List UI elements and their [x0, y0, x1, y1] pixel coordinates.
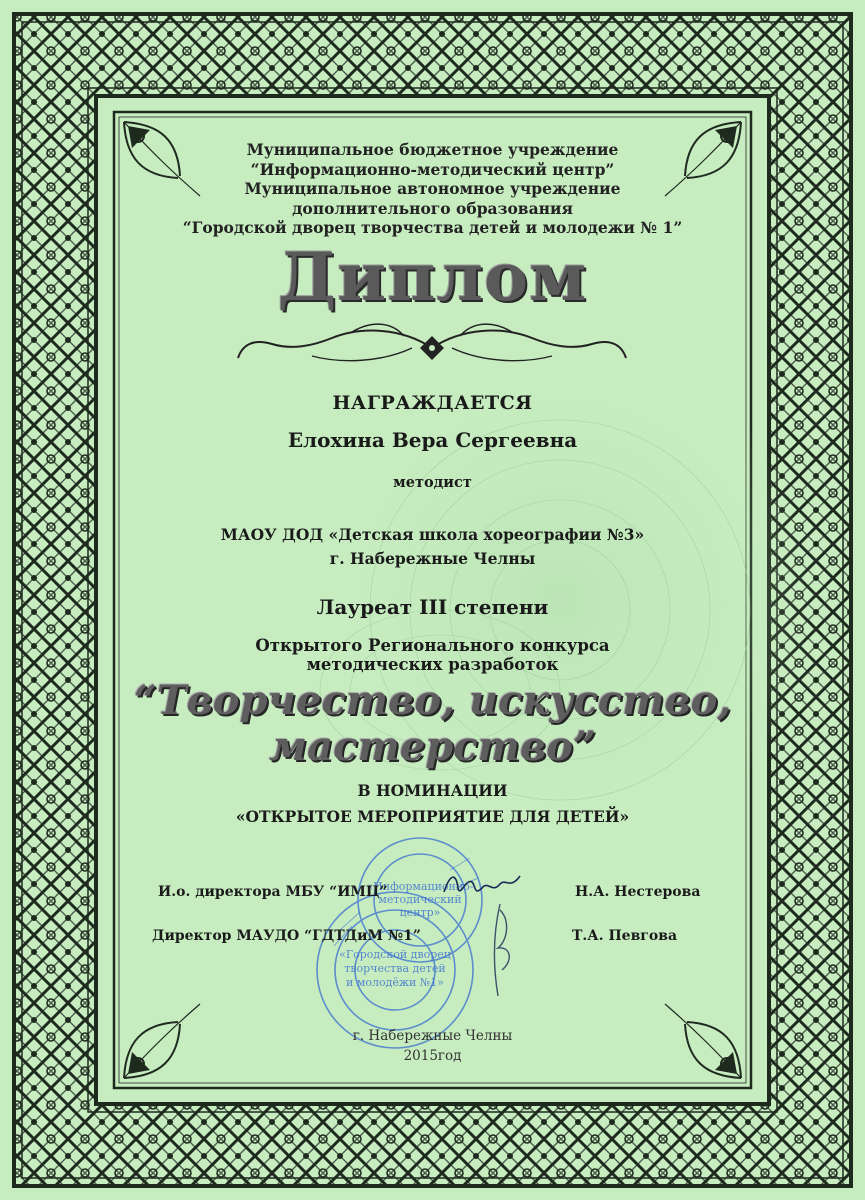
school-name: МАОУ ДОД «Детская школа хореографии №3»	[220, 525, 645, 544]
organization-line: Муниципальное автономное учреждение	[244, 179, 621, 198]
signatory-title: Директор МАУДО “ГДТДиМ №1”	[152, 928, 421, 944]
organization-line: “Городской дворец творчества детей и молодежи № 1”	[182, 218, 683, 237]
contest-line: методических разработок	[306, 655, 559, 674]
issue-year: 2015год	[403, 1048, 462, 1064]
award-text: НАГРАЖДАЕТСЯ	[332, 392, 533, 414]
nomination-value: «ОТКРЫТОЕ МЕРОПРИЯТИЕ ДЛЯ ДЕТЕЙ»	[235, 807, 630, 826]
svg-text:методический: методический	[378, 893, 462, 906]
signatory-title: И.о. директора МБУ “ИМЦ”	[158, 884, 388, 900]
svg-text:и молодёжи №1»: и молодёжи №1»	[346, 976, 444, 989]
svg-text:центр»: центр»	[399, 906, 441, 919]
title-ornament-icon	[232, 318, 632, 370]
contest-name-line: мастерство”	[269, 723, 596, 770]
contest-name-line: “Творчество, искусство,	[133, 677, 732, 724]
handwritten-signature-icon	[470, 900, 530, 1000]
svg-text:«Информационно-: «Информационно-	[366, 880, 474, 893]
laureate-degree: Лауреат III степени	[316, 595, 549, 619]
school-block	[0, 523, 865, 571]
signatory-name: Н.А. Нестерова	[575, 884, 701, 900]
contest-line: Открытого Регионального конкурса	[255, 636, 610, 655]
issue-city: г. Набережные Челны	[352, 1028, 513, 1044]
handwritten-signature-icon	[440, 868, 530, 904]
nomination-label: В НОМИНАЦИИ	[357, 781, 508, 800]
signatory-name: Т.А. Певгова	[572, 928, 678, 944]
recipient-position: методист	[393, 474, 472, 491]
contest-description	[0, 636, 865, 674]
svg-text:«Городской дворец: «Городской дворец	[339, 948, 451, 961]
place-and-year	[0, 1026, 865, 1066]
organization-line: дополнительного образования	[292, 198, 573, 218]
school-city: г. Набережные Челны	[329, 549, 536, 568]
svg-text:творчества детей: творчества детей	[344, 962, 446, 975]
organization-line: Муниципальное бюджетное учреждение	[246, 140, 619, 159]
recipient-name: Елохина Вера Сергеевна	[287, 428, 578, 452]
diploma-title: Диплом	[277, 238, 588, 316]
organization-line: “Информационно-методический центр”	[250, 159, 615, 179]
contest-name	[0, 678, 865, 770]
issuing-organizations	[0, 140, 865, 238]
nomination-block	[0, 778, 865, 830]
